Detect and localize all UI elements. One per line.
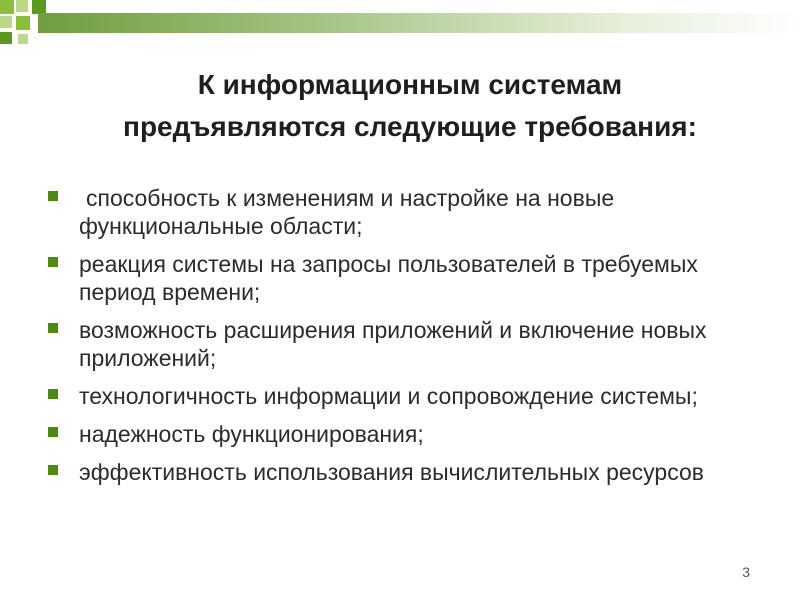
bullet-square-icon [48, 191, 58, 201]
page-number: 3 [742, 564, 750, 580]
list-item [48, 382, 748, 410]
bullet-square-icon [48, 465, 58, 475]
header-square [16, 0, 28, 12]
bullet-square-icon [48, 323, 58, 333]
header-square [16, 16, 30, 30]
list-item-text: технологичность информации и сопровождение системы; [79, 383, 698, 409]
list-item-text: надежность функционирования; [79, 421, 424, 447]
list-item [48, 316, 748, 372]
header-square [0, 0, 14, 14]
slide-title-line: предъявляются следующие требования: [123, 111, 697, 142]
list-item-text: эффективность использования вычислительных ресурсов [79, 459, 704, 485]
list-item [48, 458, 748, 486]
list-item-text: способность к изменениям и настройке на новые функциональные области; [79, 185, 615, 239]
list-item-text: возможность расширения приложений и включение новых приложений; [79, 317, 707, 371]
requirements-list [48, 184, 748, 496]
header-square [0, 32, 12, 44]
list-item [48, 420, 748, 448]
bullet-square-icon [48, 389, 58, 399]
list-item [48, 184, 748, 240]
bullet-square-icon [48, 257, 58, 267]
list-item [48, 250, 748, 306]
bullet-square-icon [48, 427, 58, 437]
slide-title [0, 64, 800, 148]
slide-title-line: К информационным системам [197, 69, 623, 100]
header-gradient-bar [38, 13, 800, 33]
header-square [18, 34, 28, 44]
list-item-text: реакция системы на запросы пользователей в требуемых период времени; [79, 251, 698, 305]
header-square [0, 16, 12, 28]
header-square [32, 0, 46, 14]
